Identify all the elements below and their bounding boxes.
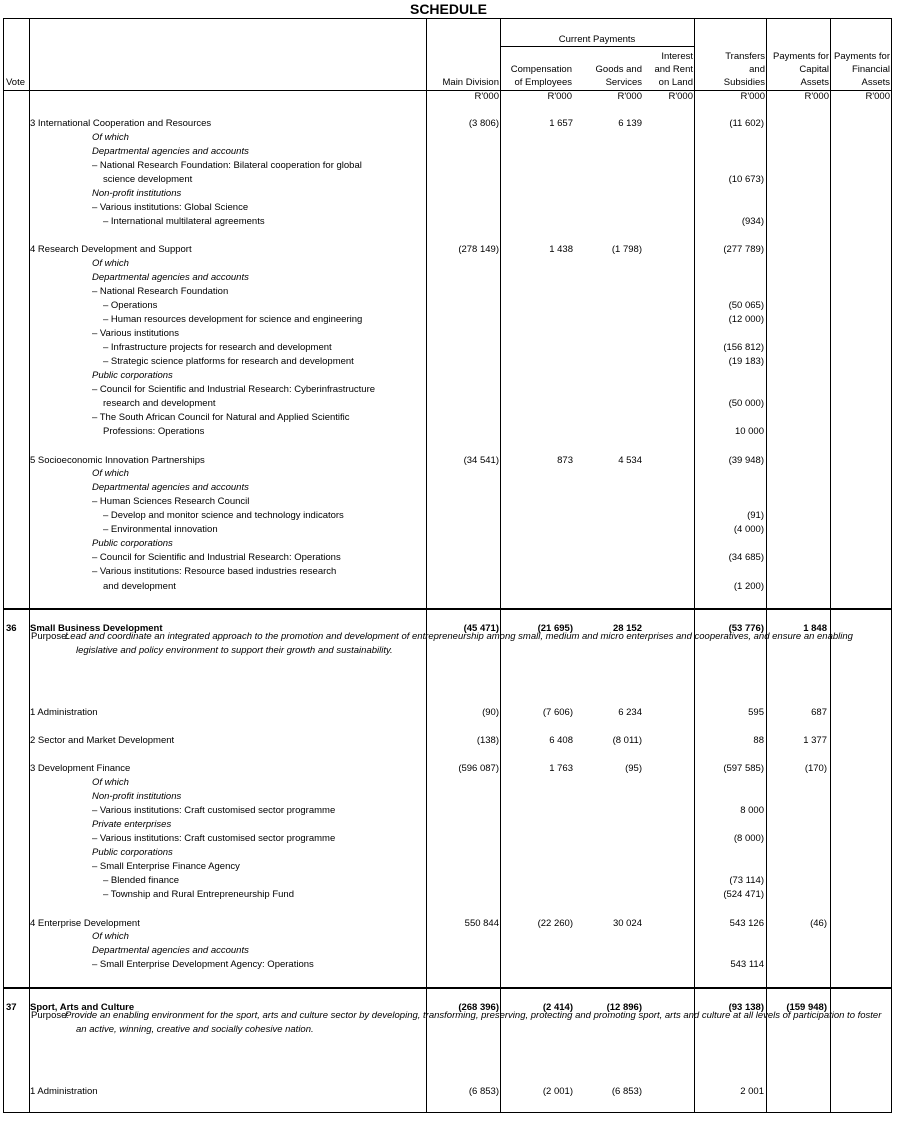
transfers-value: (10 673): [728, 174, 764, 185]
row-label: 4 Research Development and Support: [30, 244, 192, 255]
main-division-value: 550 844: [464, 918, 499, 929]
transfers-value: (53 776): [728, 623, 764, 634]
purpose-label: Purpose:: [31, 631, 70, 642]
capital-assets-value: 1 848: [803, 623, 827, 634]
row-label: – Township and Rural Entrepreneurship Fund: [103, 889, 294, 900]
compensation-value: (7 606): [542, 707, 573, 718]
transfers-value: 88: [753, 735, 764, 746]
vote-number: 37: [6, 1002, 17, 1013]
transfers-value: (50 065): [728, 300, 764, 311]
purpose-text: Lead and coordinate an integrated approach to the promotion and development of entrepreneurship among small, medium and micro enterprises and cooperatives, and ensure an enabling legislative and policy environment to support their growth and sustainability.: [65, 631, 853, 656]
row-label: – Various institutions: [92, 328, 179, 339]
row-label: Sport, Arts and Culture: [30, 1002, 135, 1013]
transfers-value: 2 001: [740, 1086, 764, 1097]
row-label: Public corporations: [92, 370, 173, 381]
row-label: 3 Development Finance: [30, 763, 131, 774]
compensation-value: 1 657: [549, 118, 573, 129]
row-label: research and development: [103, 398, 216, 409]
transfers-value: (1 200): [733, 581, 764, 592]
capital-assets-value: (170): [804, 763, 827, 774]
unit-transfers: R'000: [740, 91, 765, 102]
transfers-value: (50 000): [728, 398, 764, 409]
transfers-value: (12 000): [728, 314, 764, 325]
compensation-value: 6 408: [549, 735, 573, 746]
transfers-value: (34 685): [728, 552, 764, 563]
schedule-table: [3, 18, 892, 1113]
transfers-value: (8 000): [733, 833, 764, 844]
row-label: Of which: [92, 777, 129, 788]
main-division-value: (90): [482, 707, 499, 718]
row-label: – Council for Scientific and Industrial Research: Cyberinfrastructure: [92, 384, 376, 395]
transfers-value: 8 000: [740, 805, 764, 816]
row-label: Of which: [92, 132, 129, 143]
row-label: Professions: Operations: [103, 426, 205, 437]
goods-services-value: 30 024: [612, 918, 642, 929]
compensation-value: 873: [557, 455, 573, 466]
row-label: – Environmental innovation: [103, 524, 218, 535]
transfers-value: (4 000): [733, 524, 764, 535]
goods-services-value: (12 896): [606, 1002, 642, 1013]
goods-services-value: (1 798): [611, 244, 642, 255]
transfers-value: (91): [747, 510, 764, 521]
main-division-value: (3 806): [468, 118, 499, 129]
page-title: SCHEDULE: [409, 1, 487, 17]
goods-services-value: (6 853): [611, 1086, 642, 1097]
compensation-value: (22 260): [537, 918, 573, 929]
row-label: 4 Enterprise Development: [30, 918, 140, 929]
unit-capital: R'000: [804, 91, 829, 102]
main-division-value: (596 087): [458, 763, 499, 774]
row-label: Of which: [92, 468, 129, 479]
compensation-value: (21 695): [537, 623, 573, 634]
row-label: – Various institutions: Craft customised sector programme: [92, 833, 336, 844]
row-label: – Human Sciences Research Council: [92, 496, 250, 507]
header-current-payments: Current Payments: [558, 34, 636, 45]
goods-services-value: 6 234: [618, 707, 642, 718]
capital-assets-value: (159 948): [786, 1002, 827, 1013]
transfers-value: (11 602): [729, 118, 764, 129]
header-interest: Interest and Rent on Land: [654, 51, 693, 88]
transfers-value: (597 585): [723, 763, 764, 774]
goods-services-value: (95): [625, 763, 642, 774]
unit-main: R'000: [474, 91, 499, 102]
row-label: 5 Socioeconomic Innovation Partnerships: [30, 455, 205, 466]
unit-goods: R'000: [617, 91, 642, 102]
transfers-value: 595: [748, 707, 764, 718]
transfers-value: (934): [741, 216, 764, 227]
row-label: 1 Administration: [30, 707, 98, 718]
row-label: Private enterprises: [92, 819, 172, 830]
capital-assets-value: 687: [811, 707, 827, 718]
row-label: Departmental agencies and accounts: [92, 272, 249, 283]
header-transfers: Transfers and Subsidies: [723, 51, 765, 88]
transfers-value: (39 948): [728, 455, 764, 466]
transfers-value: 543 114: [730, 959, 764, 970]
goods-services-value: (8 011): [612, 735, 642, 746]
header-goods: Goods and Services: [595, 64, 642, 88]
row-label: – International multilateral agreements: [103, 216, 265, 227]
row-label: – Human resources development for science and engineering: [103, 314, 363, 325]
header-capital: Payments for Capital Assets: [773, 51, 829, 88]
row-label: 1 Administration: [30, 1086, 98, 1097]
unit-financial: R'000: [865, 91, 890, 102]
goods-services-value: 4 534: [618, 455, 642, 466]
main-division-value: (45 471): [463, 623, 499, 634]
row-label: 3 International Cooperation and Resources: [30, 118, 212, 129]
header-vote: Vote: [6, 77, 26, 88]
row-label: Departmental agencies and accounts: [92, 146, 249, 157]
main-division-value: (138): [476, 735, 499, 746]
row-label: Departmental agencies and accounts: [92, 482, 249, 493]
row-label: Public corporations: [92, 538, 173, 549]
purpose-text: Provide an enabling environment for the sport, arts and culture sector by developing, transforming, preserving, protecting and promoting sport, arts and culture at all levels of participation to foster an active, winning, creative and socially cohesive nation.: [65, 1010, 882, 1035]
main-division-value: (34 541): [463, 455, 499, 466]
row-label: – Council for Scientific and Industrial Research: Operations: [92, 552, 341, 563]
main-division-value: (278 149): [458, 244, 499, 255]
compensation-value: 1 438: [549, 244, 573, 255]
row-label: science development: [103, 174, 193, 185]
row-label: – Strategic science platforms for research and development: [103, 356, 354, 367]
vote-number: 36: [6, 623, 17, 634]
compensation-value: (2 414): [542, 1002, 573, 1013]
row-label: – National Research Foundation: Bilateral cooperation for global: [92, 160, 362, 171]
goods-services-value: 28 152: [612, 623, 642, 634]
transfers-value: (156 812): [723, 342, 764, 353]
transfers-value: (73 114): [729, 875, 764, 886]
row-label: Non-profit institutions: [92, 791, 182, 802]
purpose-label: Purpose:: [31, 1010, 70, 1021]
transfers-value: (524 471): [723, 889, 764, 900]
compensation-value: 1 763: [549, 763, 573, 774]
header-main-division: Main Division: [442, 77, 499, 88]
row-label: – Operations: [103, 300, 158, 311]
row-label: Small Business Development: [30, 623, 163, 634]
transfers-value: 543 126: [729, 918, 764, 929]
row-label: Public corporations: [92, 847, 173, 858]
row-label: – Infrastructure projects for research and development: [103, 342, 332, 353]
capital-assets-value: (46): [810, 918, 827, 929]
row-label: – Develop and monitor science and technology indicators: [103, 510, 344, 521]
row-label: – Small Enterprise Development Agency: Operations: [92, 959, 314, 970]
capital-assets-value: 1 377: [803, 735, 827, 746]
unit-interest: R'000: [668, 91, 693, 102]
row-label: Departmental agencies and accounts: [92, 945, 249, 956]
goods-services-value: 6 139: [618, 118, 642, 129]
unit-comp: R'000: [547, 91, 572, 102]
row-label: – Various institutions: Craft customised sector programme: [92, 805, 336, 816]
header-compensation: Compensation of Employees: [510, 64, 572, 88]
row-label: and development: [103, 581, 176, 592]
main-division-value: (268 396): [458, 1002, 499, 1013]
transfers-value: (277 789): [723, 244, 764, 255]
row-label: – Blended finance: [103, 875, 180, 886]
transfers-value: 10 000: [734, 426, 764, 437]
row-label: Of which: [92, 258, 129, 269]
row-label: – Various institutions: Resource based industries research: [92, 566, 337, 577]
row-label: Of which: [92, 931, 129, 942]
transfers-value: (93 138): [728, 1002, 764, 1013]
row-label: – National Research Foundation: [92, 286, 229, 297]
row-label: – Small Enterprise Finance Agency: [92, 861, 240, 872]
row-label: – Various institutions: Global Science: [92, 202, 249, 213]
compensation-value: (2 001): [542, 1086, 573, 1097]
main-division-value: (6 853): [468, 1086, 499, 1097]
row-label: Non-profit institutions: [92, 188, 182, 199]
transfers-value: (19 183): [728, 356, 764, 367]
row-label: – The South African Council for Natural and Applied Scientific: [92, 412, 350, 423]
row-label: 2 Sector and Market Development: [30, 735, 175, 746]
header-financial: Payments for Financial Assets: [834, 51, 890, 88]
